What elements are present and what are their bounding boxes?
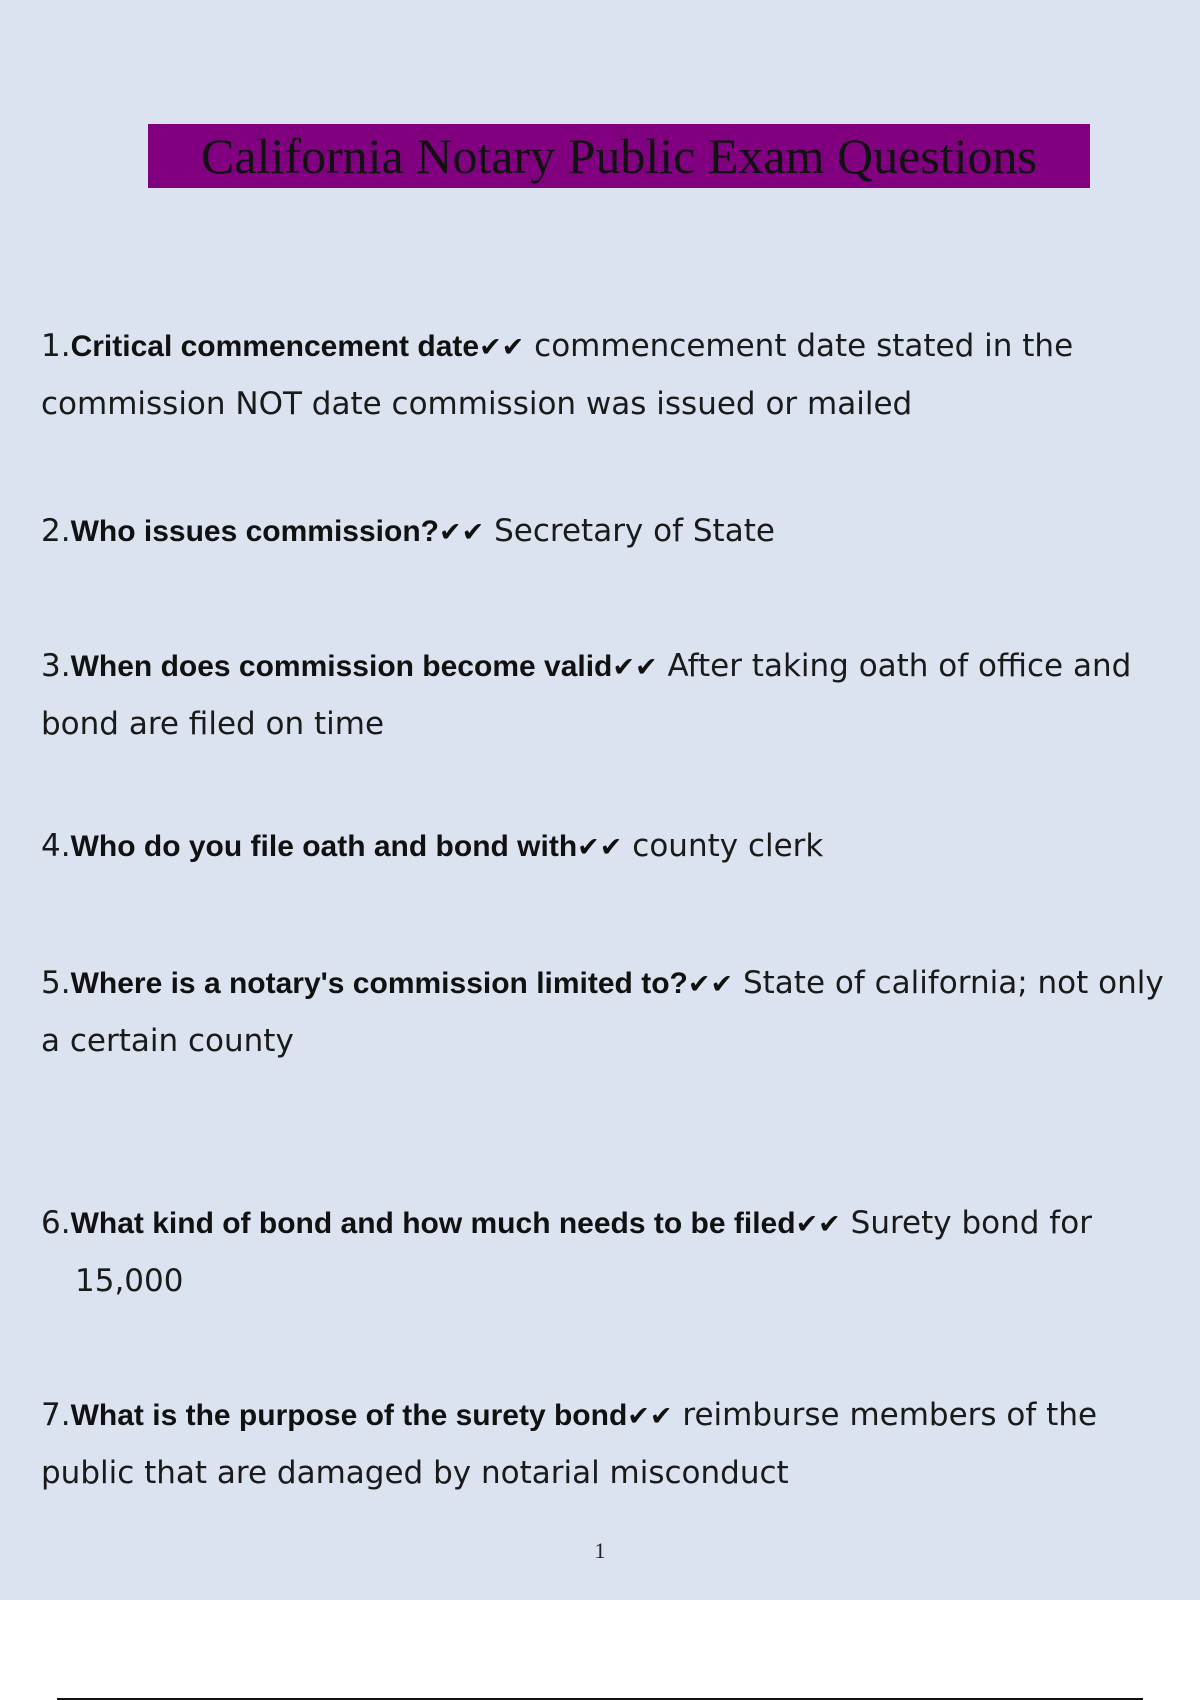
- question-text: When does commission become valid: [70, 650, 613, 683]
- checkmark-icon: ✔✔: [479, 332, 525, 363]
- answer-text: Surety bond for 15,000: [75, 1205, 1092, 1299]
- item-number: 5.: [41, 965, 71, 1001]
- checkmark-icon: ✔✔: [687, 969, 734, 1000]
- qa-item-4: [41, 818, 1171, 876]
- answer-text: Secretary of State: [494, 513, 775, 549]
- question-text: Who do you file oath and bond with: [70, 830, 578, 863]
- qa-item-3: [41, 638, 1171, 752]
- question-text: Where is a notary's commission limited to?: [70, 967, 688, 1000]
- checkmark-icon: ✔✔: [577, 832, 623, 863]
- qa-item-1: [41, 318, 1171, 432]
- question-text: What kind of bond and how much needs to be filed: [70, 1207, 796, 1240]
- checkmark-icon: ✔✔: [439, 517, 485, 548]
- question-text: Critical commencement date: [70, 330, 480, 363]
- question-text: Who issues commission?: [70, 515, 439, 548]
- page-number: 1: [594, 1538, 606, 1563]
- item-number: 1.: [41, 328, 71, 364]
- item-number: 7.: [41, 1397, 71, 1433]
- answer-text: reimburse members of the public that are damaged by notarial misconduct: [41, 1397, 1098, 1491]
- checkmark-icon: ✔✔: [627, 1401, 673, 1432]
- qa-item-5: [41, 955, 1171, 1069]
- answer-text: commencement date stated in the commission NOT date commission was issued or mailed: [41, 328, 1074, 422]
- qa-item-2: [41, 503, 1171, 561]
- answer-text: State of california; not only a certain county: [41, 965, 1164, 1059]
- qa-item-7: [41, 1387, 1171, 1501]
- item-number: 3.: [41, 648, 71, 684]
- answer-text: county clerk: [632, 828, 824, 864]
- answer-text: After taking oath of office and bond are filed on time: [41, 648, 1132, 742]
- qa-item-6: [41, 1195, 1171, 1309]
- item-number: 2.: [41, 513, 71, 549]
- checkmark-icon: ✔✔: [612, 652, 658, 683]
- checkmark-icon: ✔✔: [795, 1209, 841, 1240]
- document-title: California Notary Public Exam Questions: [148, 124, 1090, 188]
- item-number: 4.: [41, 828, 71, 864]
- question-text: What is the purpose of the surety bond: [70, 1399, 628, 1432]
- item-number: 6.: [41, 1205, 71, 1241]
